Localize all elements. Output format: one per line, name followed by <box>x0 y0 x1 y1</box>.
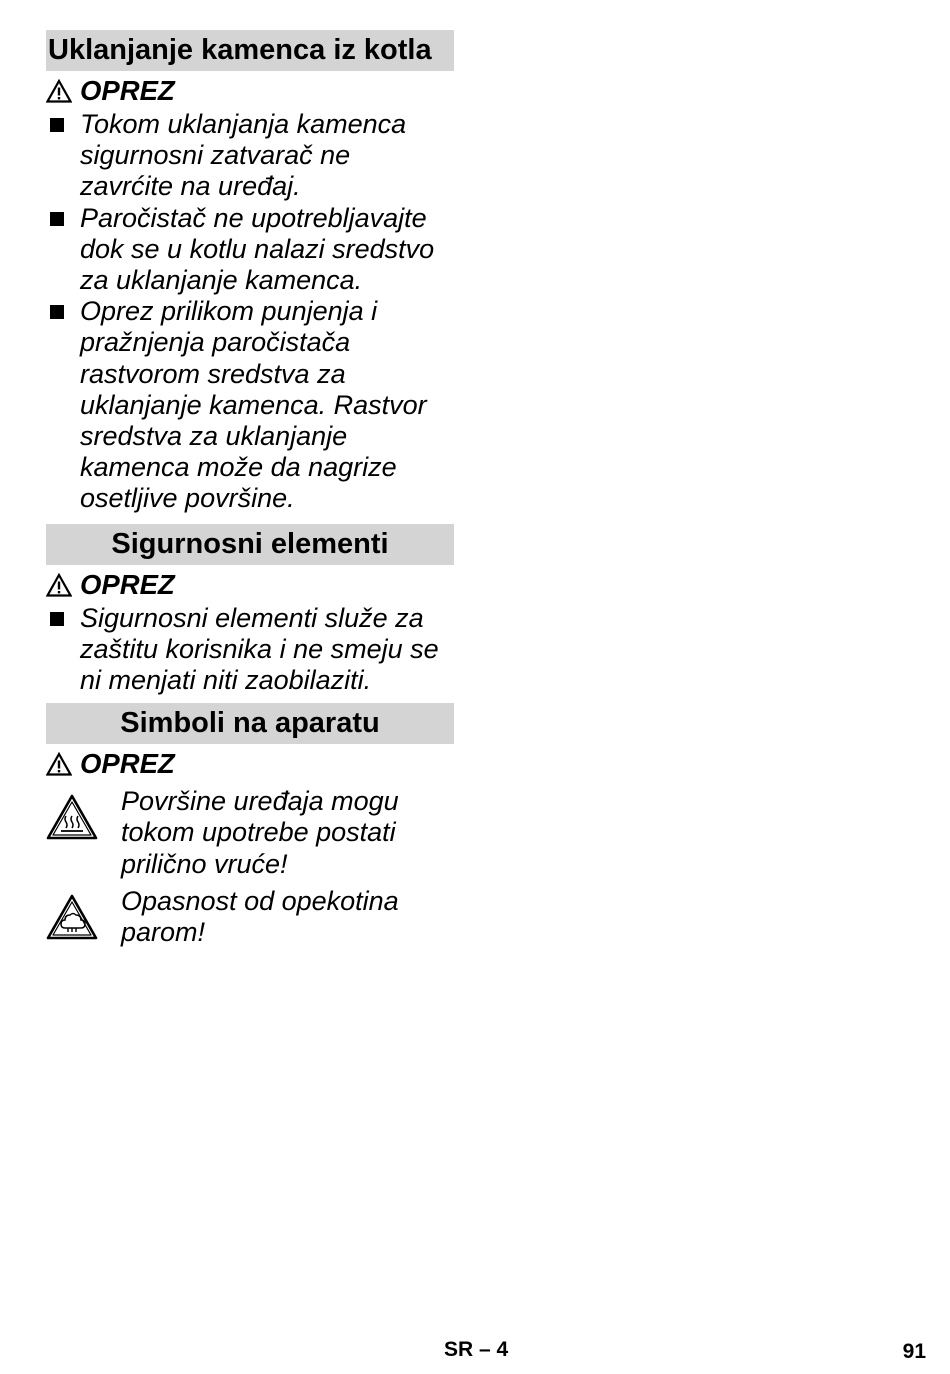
list-item-text: Sigurnosni elementi služe za zaštitu korisnika i ne smeju se ni menjati niti zaobilaziti. <box>80 602 439 696</box>
symbol-row-hot-surface <box>46 786 454 880</box>
list-item <box>46 109 454 203</box>
warning-triangle-icon <box>46 573 72 597</box>
caution-label <box>46 73 454 109</box>
section-heading-device-symbols: Simboli na aparatu <box>46 703 454 744</box>
steam-burn-warning-icon <box>46 894 98 940</box>
section-page-label: SR – 4 <box>444 1338 509 1361</box>
caution-label <box>46 567 454 603</box>
content-column <box>46 30 454 948</box>
bullet-square-icon <box>50 212 64 226</box>
symbol-description: Površine uređaja mogu tokom upotrebe postati prilično vruće! <box>121 786 399 879</box>
section-heading-safety-elements: Sigurnosni elementi <box>46 524 454 565</box>
list-item <box>46 203 454 297</box>
caution-text: OPREZ <box>80 748 175 780</box>
caution-text: OPREZ <box>80 75 175 106</box>
symbol-description: Opasnost od opekotina parom! <box>121 885 399 948</box>
page-number: 91 <box>902 1340 926 1363</box>
list-item-text: Paročistač ne upotrebljavajte dok se u kotlu nalazi sredstvo za uklanjanje kamenca. <box>80 202 435 296</box>
warning-triangle-icon <box>46 752 72 776</box>
list-item-text: Oprez prilikom punjenja i pražnjenja paročistača rastvorom sredstva za uklanjanje kamenca. Rastvor sredstva za uklanjanje kamenca može da nagrize osetljive površine. <box>80 296 427 514</box>
list-item-text: Tokom uklanjanja kamenca sigurnosni zatvarač ne zavrćite na uređaj. <box>80 109 407 202</box>
symbol-row-steam-burn <box>46 886 454 948</box>
caution-label <box>46 746 454 782</box>
list-item <box>46 296 454 514</box>
bullet-square-icon <box>50 612 64 626</box>
warning-triangle-icon <box>46 79 72 103</box>
list-item <box>46 603 454 697</box>
bullet-square-icon <box>50 305 64 319</box>
section-heading-descaling: Uklanjanje kamenca iz kotla <box>46 30 454 71</box>
caution-text: OPREZ <box>80 568 175 600</box>
bullet-square-icon <box>50 118 64 132</box>
hot-surface-warning-icon <box>46 794 98 840</box>
